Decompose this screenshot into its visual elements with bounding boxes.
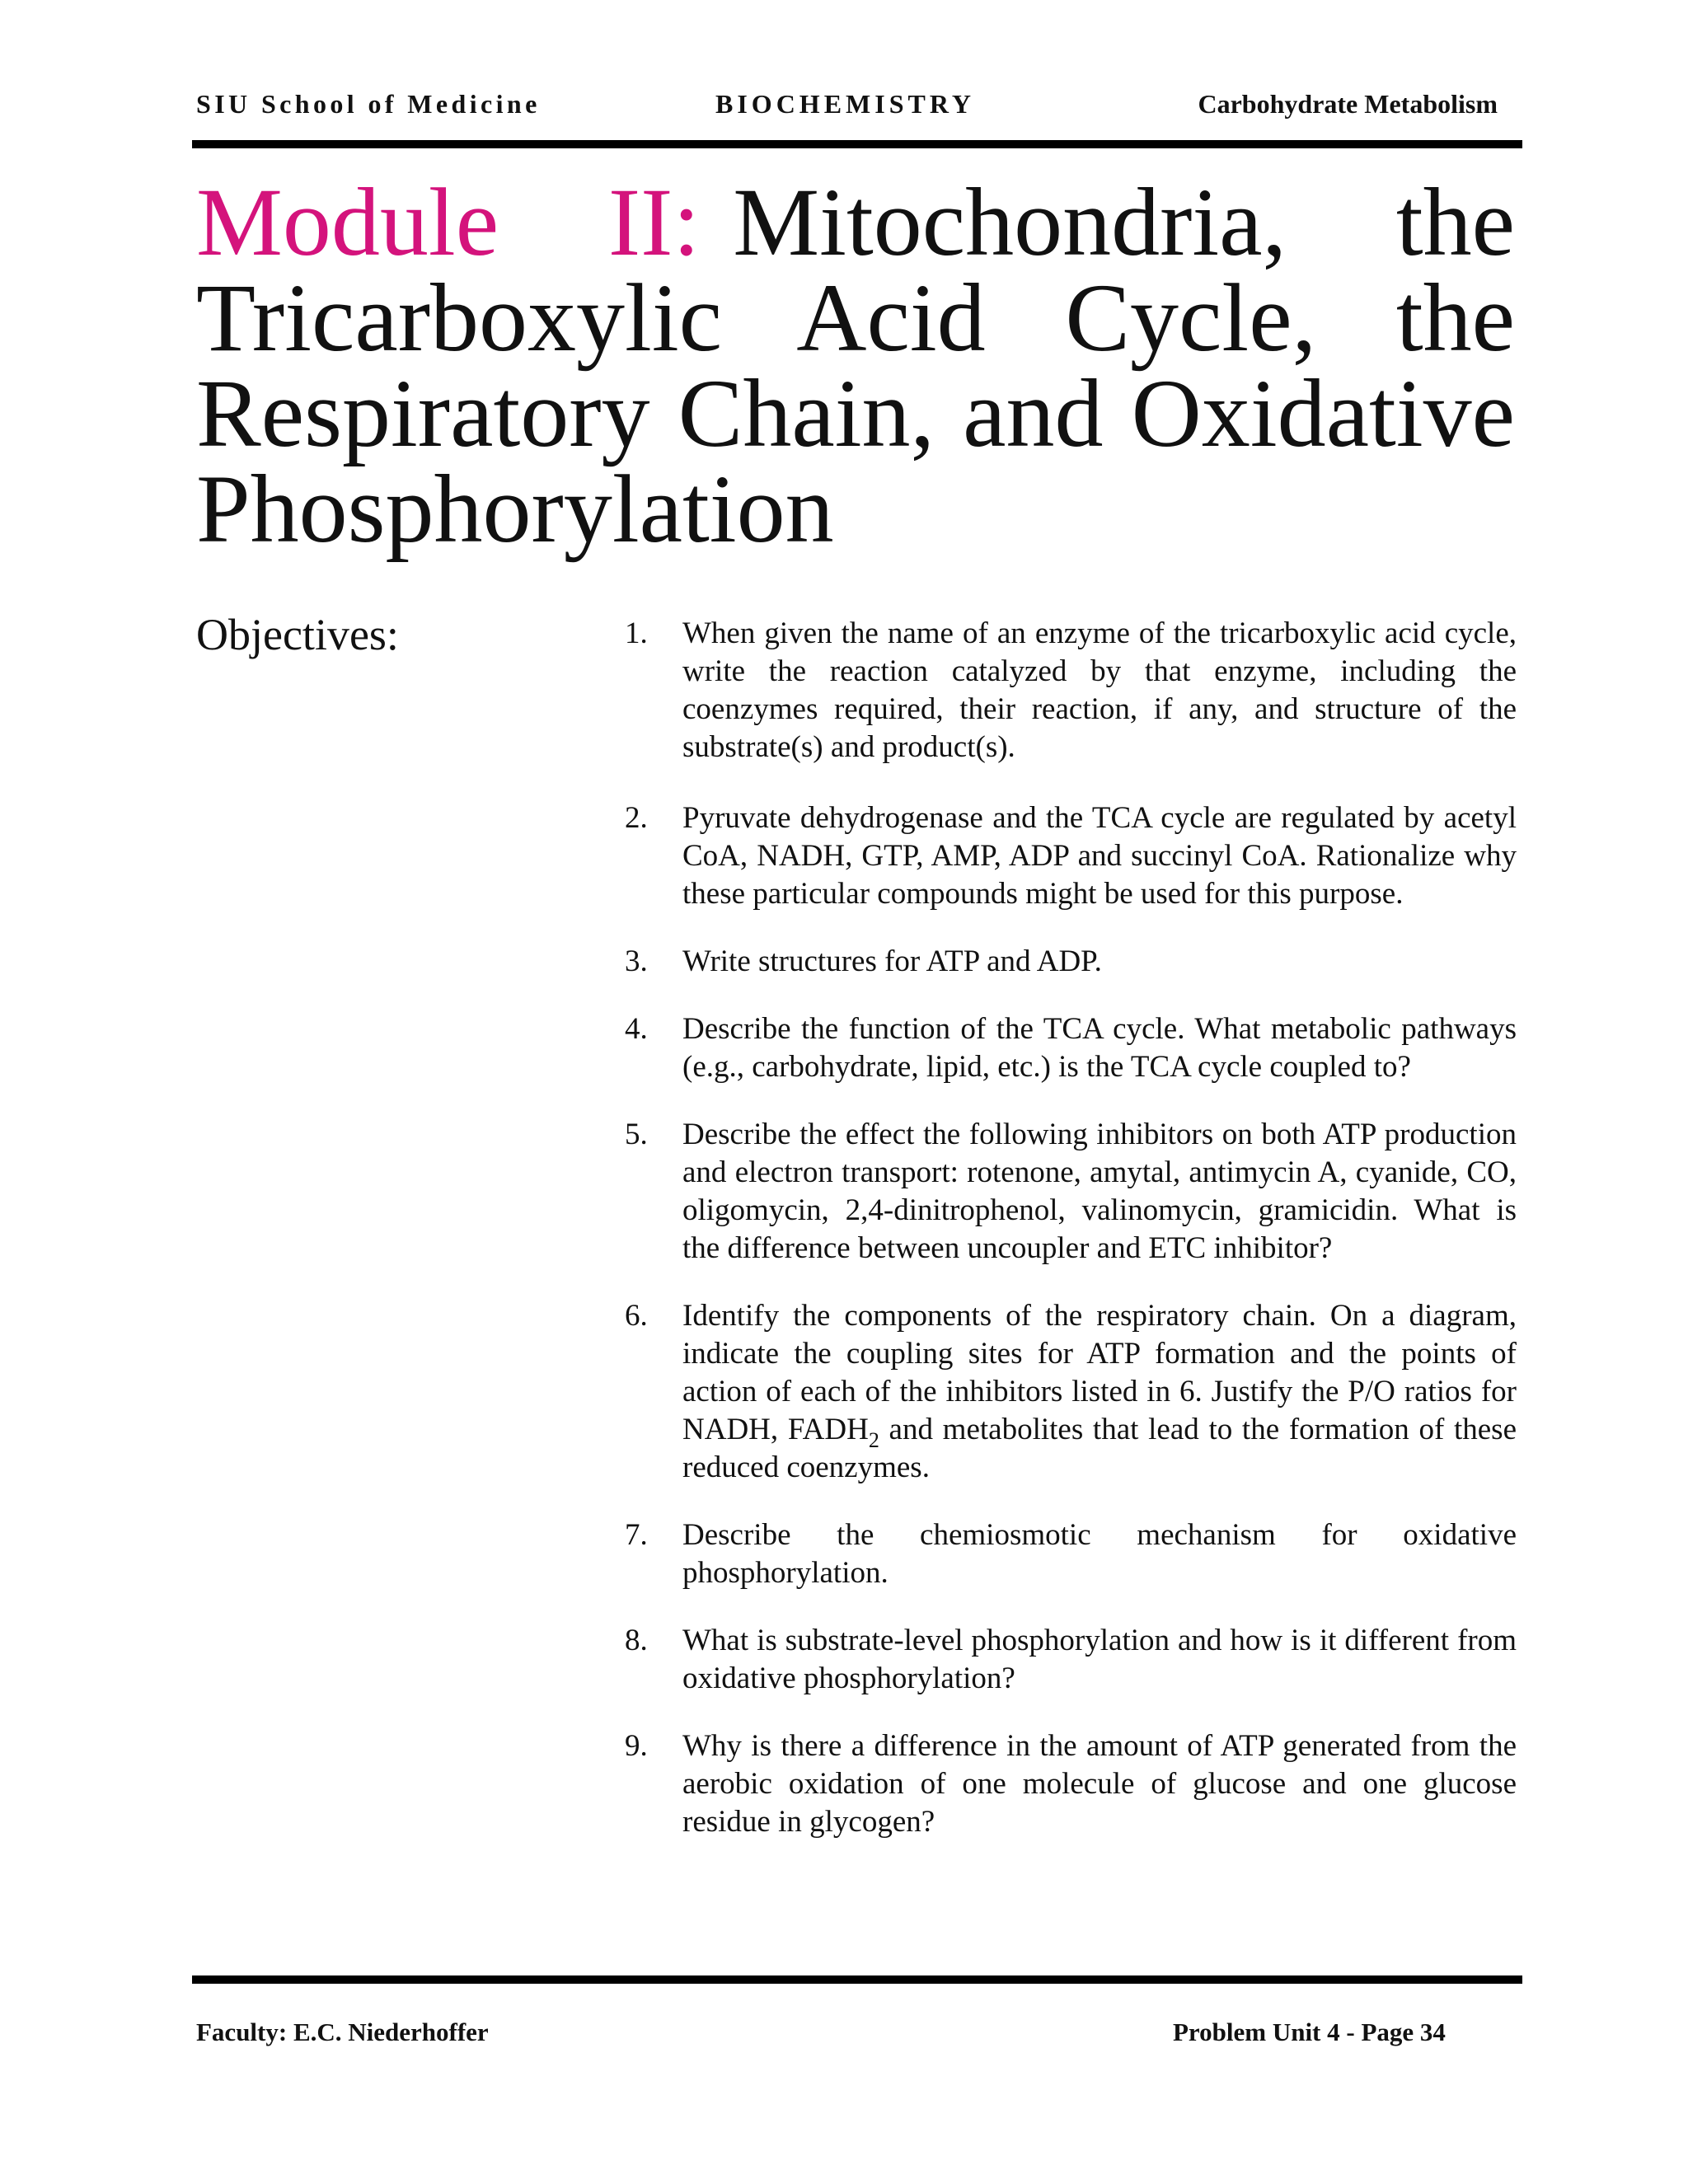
objective-item bbox=[620, 615, 1517, 766]
objective-number: 2. bbox=[625, 801, 648, 835]
objective-text: Describe the chemiosmotic mechanism for oxidative phosphorylation. bbox=[682, 1518, 1517, 1590]
objective-number: 1. bbox=[625, 616, 648, 650]
footer-faculty: Faculty: E.C. Niederhoffer bbox=[196, 2018, 489, 2046]
footer-page-number: Problem Unit 4 - Page 34 bbox=[1173, 2018, 1446, 2046]
objectives-heading: Objectives: bbox=[196, 610, 399, 659]
objective-text: When given the name of an enzyme of the tricarboxylic acid cycle, write the reaction catalyzed by that enzyme, including the coenzymes required, their reaction, if any, and structure of the substrate(s) and product(s). bbox=[682, 616, 1517, 764]
objective-text: Why is there a difference in the amount of ATP generated from the aerobic oxidation of one molecule of glucose and one glucose residue in glycogen? bbox=[682, 1729, 1517, 1839]
objective-item bbox=[620, 799, 1517, 913]
footer-rule bbox=[192, 1975, 1522, 1984]
objective-item bbox=[620, 1622, 1517, 1698]
objective-text-part: and metabolites that lead to the formation of these reduced coenzymes. bbox=[682, 1413, 1517, 1484]
header-rule bbox=[192, 140, 1522, 148]
objectives-list bbox=[620, 615, 1517, 1841]
objective-number: 8. bbox=[625, 1624, 648, 1657]
objective-item bbox=[620, 1116, 1517, 1268]
objective-item bbox=[620, 1727, 1517, 1841]
objective-text: Describe the function of the TCA cycle. What metabolic pathways (e.g., carbohydrate, lipid, etc.) is the TCA cycle coupled to? bbox=[682, 1012, 1517, 1084]
objective-item bbox=[620, 943, 1517, 981]
objective-text: Pyruvate dehydrogenase and the TCA cycle are regulated by acetyl CoA, NADH, GTP, AMP, ADP and succinyl CoA. Rationalize why these particular compounds might be used for this purpose. bbox=[682, 801, 1517, 911]
objective-text: Write structures for ATP and ADP. bbox=[682, 944, 1102, 978]
objective-text: Describe the effect the following inhibitors on both ATP production and electron transport: rotenone, amytal, antimycin A, cyanide, CO, oligomycin, 2,4-dinitrophenol, valinomycin, gramicidin. What is the difference between uncoupler and ETC inhibitor? bbox=[682, 1118, 1517, 1265]
objective-number: 5. bbox=[625, 1118, 648, 1151]
objective-text: What is substrate-level phosphorylation and how is it different from oxidative phosphorylation? bbox=[682, 1624, 1517, 1695]
header-subject: BIOCHEMISTRY bbox=[715, 89, 975, 119]
objective-number: 4. bbox=[625, 1012, 648, 1046]
subscript: 2 bbox=[868, 1428, 879, 1452]
header-topic: Carbohydrate Metabolism bbox=[1198, 89, 1498, 119]
module-label: Module II: bbox=[196, 168, 701, 276]
objective-number: 3. bbox=[625, 944, 648, 978]
objective-number: 7. bbox=[625, 1518, 648, 1552]
objective-number: 9. bbox=[625, 1729, 648, 1763]
header-institution: SIU School of Medicine bbox=[196, 89, 541, 119]
objective-item bbox=[620, 1297, 1517, 1487]
module-title: Mitochondria, the Tricarboxylic Acid Cycle, the Respiratory Chain, and Oxidative Phosphorylation bbox=[196, 168, 1515, 563]
running-header bbox=[196, 89, 1517, 125]
objective-item bbox=[620, 1516, 1517, 1592]
page-title bbox=[196, 168, 1515, 563]
objective-text-part: Identify the components of the respiratory chain. On a diagram, indicate the coupling sites for ATP formation and the points of action of each of the inhibitors listed in 6. Justify the P/O ratios for NADH, FADH bbox=[682, 1299, 1517, 1446]
objective-number: 6. bbox=[625, 1299, 648, 1333]
objective-item bbox=[620, 1010, 1517, 1086]
